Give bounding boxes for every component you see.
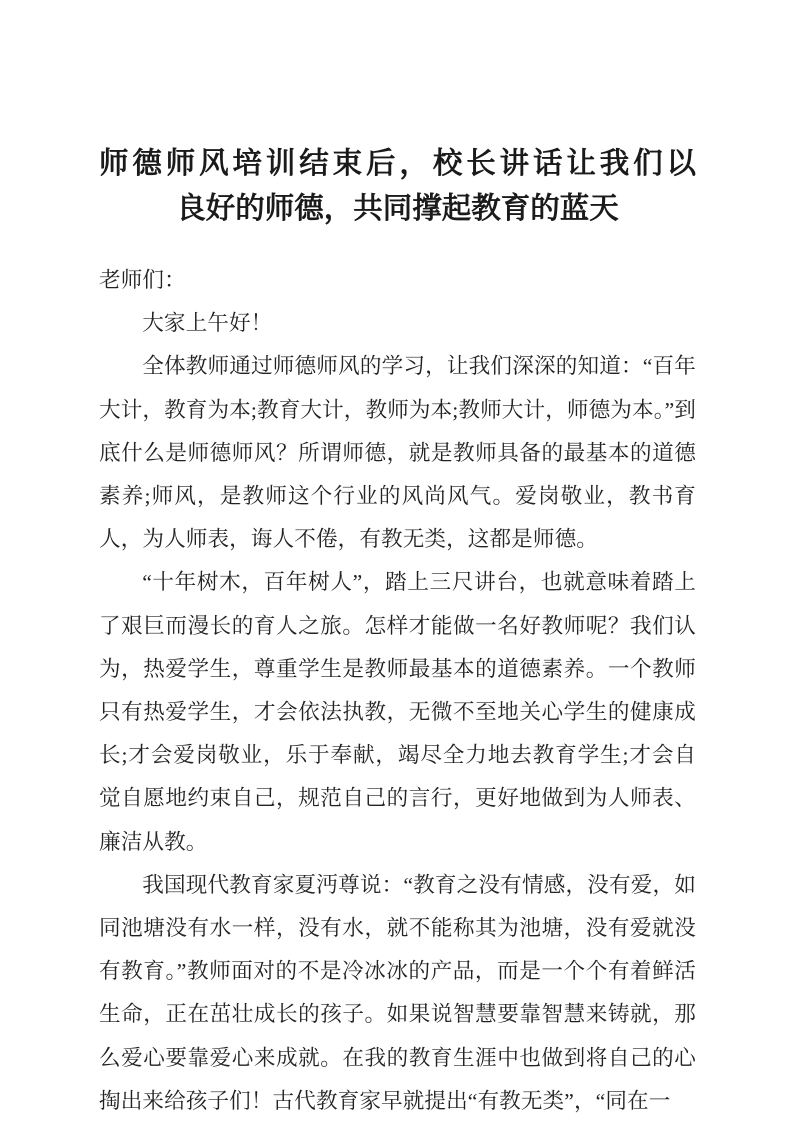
page-title — [99, 141, 696, 231]
page-title-line-2: 良好的师德，共同撑起教育的蓝天 — [176, 191, 619, 225]
paragraph-2: “十年树木，百年树人”，踏上三尺讲台，也就意味着踏上了艰巨而漫长的育人之旅。怎样才能做一名好教师呢？我们认为，热爱学生，尊重学生是教师最基本的道德素养。一个教师只有热爱学生，才会依法执教，无微不至地关心学生的健康成长;才会爱岗敬业，乐于奉献，竭尽全力地去教育学生;才会自觉自愿地约束自己，规范自己的言行，更好地做到为人师表、廉洁从教。 — [99, 570, 696, 854]
paragraph-3: 我国现代教育家夏沔尊说：“教育之没有情感，没有爱，如同池塘没有水一样，没有水，就不能称其为池塘，没有爱就没有教育。”教师面对的不是冷冰冰的产品，而是一个个有着鲜活生命，正在茁壮成长的孩子。如果说智慧要靠智慧来铸就，那么爱心要靠爱心来成就。在我的教育生涯中也做到将自己的心掏出来给孩子们！古代教育家早就提出“有教无类”，“同在一 — [99, 872, 696, 1113]
document-body — [99, 259, 696, 1123]
paragraph-greeting: 大家上午好！ — [142, 311, 273, 336]
page-title-line-1: 师德师风培训结束后，校长讲话让我们以 — [99, 146, 696, 180]
paragraph-1: 全体教师通过师德师风的学习，让我们深深的知道：“百年大计，教育为本;教育大计，教师为本;教师大计，师德为本。”到底什么是师德师风？所谓师德，就是教师具备的最基本的道德素养;师风，是教师这个行业的风尚风气。爱岗敬业，教书育人，为人师表，诲人不倦，有教无类，这都是师德。 — [99, 354, 696, 552]
paragraph-salutation: 老师们： — [99, 268, 186, 292]
document-content — [99, 141, 696, 1123]
